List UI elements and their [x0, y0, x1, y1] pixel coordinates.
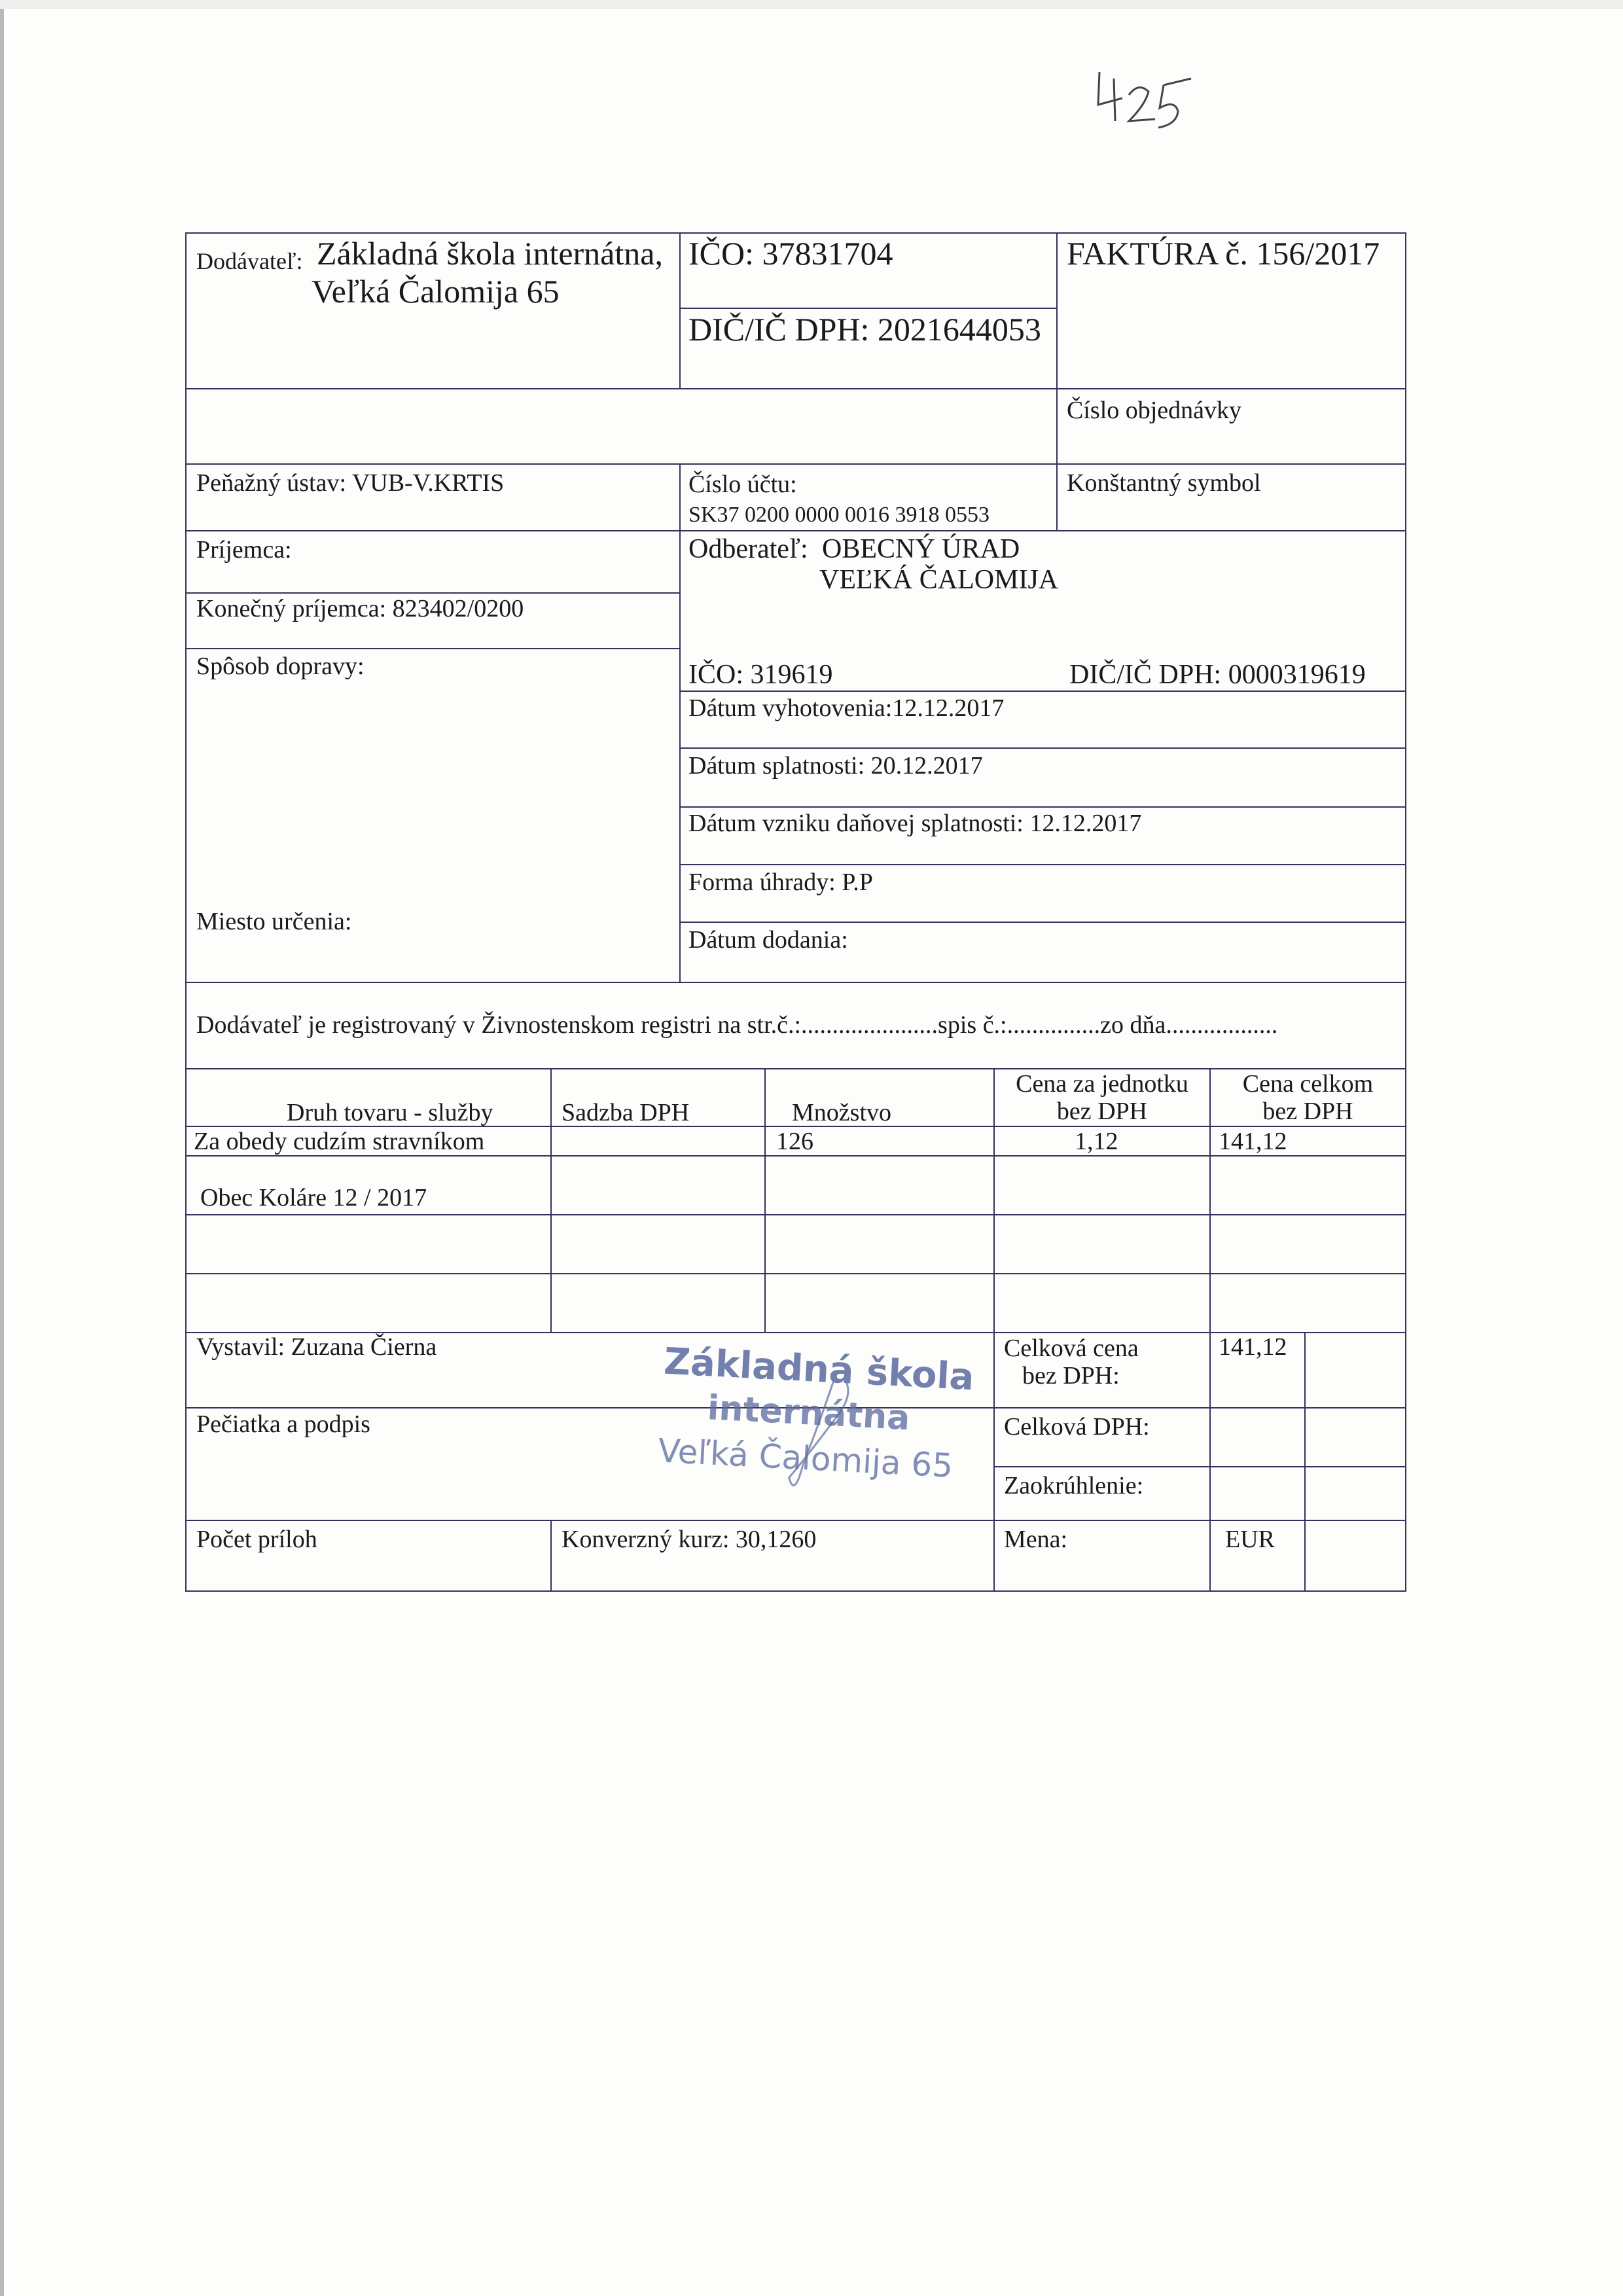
frame-top [185, 232, 1406, 234]
divider [185, 1273, 1406, 1274]
tax-date: Dátum vzniku daňovej splatnosti: 12.12.2017 [688, 810, 1142, 837]
company-stamp [651, 1340, 985, 1507]
destination-label: Miesto určenia: [196, 908, 352, 935]
registration-note: Dodávateľ je registrovaný v Živnostenskom registri na str.č.:......................spis č.:...............zo dňa.................. [196, 1011, 1278, 1039]
currency-value: EUR [1225, 1526, 1275, 1553]
divider [679, 864, 1406, 865]
divider [1209, 1068, 1211, 1590]
col-header-unit-price: Cena za jednotku [1016, 1070, 1188, 1098]
col-header-total: Cena celkom [1242, 1070, 1374, 1098]
col-header-item: Druh tovaru - služby [287, 1099, 493, 1126]
payment-form: Forma úhrady: P.P [688, 869, 873, 896]
divider [185, 530, 1406, 531]
stamp-line-1: Základná škola [662, 1340, 976, 1399]
divider [185, 388, 1406, 389]
rounding-label: Zaokrúhlenie: [1004, 1472, 1144, 1499]
supplier-name: Základná škola internátna, [317, 235, 663, 272]
divider [185, 592, 681, 594]
divider [185, 982, 1406, 983]
stamp-line-3: Veľká Čalomija 65 [656, 1431, 954, 1485]
col-header-total-sub: bez DPH [1262, 1098, 1353, 1125]
divider [679, 747, 1406, 749]
divider [185, 1520, 1406, 1521]
issued-by: Vystavil: Zuzana Čierna [196, 1333, 437, 1361]
customer-name: OBECNÝ ÚRAD [822, 534, 1020, 564]
customer-address: VEĽKÁ ČALOMIJA [819, 565, 1059, 595]
divider [679, 232, 681, 388]
bank-label: Peňažný ústav: VUB-V.KRTIS [196, 469, 505, 497]
order-number-label: Číslo objednávky [1067, 397, 1242, 424]
attachments-label: Počet príloh [196, 1526, 317, 1553]
transport-label: Spôsob dopravy: [196, 653, 365, 680]
divider [550, 1520, 552, 1590]
col-header-unit-price-sub: bez DPH [1056, 1098, 1148, 1125]
account-label: Číslo účtu: [688, 471, 797, 498]
recipient-label: Príjemca: [196, 536, 292, 564]
frame-bottom [185, 1590, 1406, 1592]
divider [1056, 232, 1058, 530]
divider [679, 308, 1058, 309]
stamp-signature-label: Pečiatka a podpis [196, 1410, 370, 1438]
table-row-item: Za obedy cudzím stravníkom [194, 1128, 485, 1155]
divider [185, 1214, 1406, 1215]
customer-dic: DIČ/IČ DPH: 0000319619 [1069, 660, 1366, 690]
divider [1304, 1332, 1306, 1590]
final-recipient: Konečný príjemca: 823402/0200 [196, 595, 524, 622]
frame-left [185, 232, 187, 1590]
divider [679, 691, 1406, 692]
scan-left-edge [0, 0, 4, 2296]
total-price-label-sub: bez DPH: [1022, 1362, 1120, 1390]
divider [679, 463, 681, 982]
table-row-quantity: 126 [776, 1128, 813, 1155]
customer-ico: IČO: 319619 [688, 660, 833, 690]
customer-label: Odberateľ: [688, 534, 808, 564]
exchange-rate: Konverzný kurz: 30,1260 [562, 1526, 817, 1553]
due-date: Dátum splatnosti: 20.12.2017 [688, 752, 983, 780]
scan-top-band [0, 0, 1623, 9]
divider [679, 806, 1406, 808]
divider [185, 648, 681, 649]
invoice-title: FAKTÚRA č. 156/2017 [1067, 235, 1380, 272]
divider [679, 922, 1406, 923]
supplier-ico: IČO: 37831704 [688, 235, 893, 272]
supplier-label: Dodávateľ: [196, 248, 303, 274]
col-header-quantity: Množstvo [792, 1099, 891, 1126]
signature-stroke [749, 1371, 886, 1509]
supplier-address: Veľká Čalomija 65 [312, 273, 560, 310]
divider [993, 1068, 995, 1590]
handwritten-page-number [1093, 59, 1198, 131]
delivery-date: Dátum dodania: [688, 926, 848, 954]
frame-right [1405, 232, 1406, 1590]
divider [550, 1068, 552, 1332]
divider [764, 1068, 766, 1332]
table-row-total: 141,12 [1219, 1128, 1287, 1155]
divider [185, 463, 1406, 465]
divider [993, 1407, 1406, 1408]
supplier-dic: DIČ/IČ DPH: 2021644053 [688, 311, 1041, 348]
stamp-line-2: internátna [706, 1388, 911, 1439]
account-number: SK37 0200 0000 0016 3918 0553 [688, 503, 990, 527]
currency-label: Mena: [1004, 1526, 1068, 1553]
table-row-item: Obec Koláre 12 / 2017 [200, 1184, 427, 1211]
col-header-vat-rate: Sadzba DPH [562, 1099, 690, 1126]
constant-symbol-label: Konštantný symbol [1067, 469, 1261, 497]
total-price-value: 141,12 [1219, 1333, 1287, 1361]
issue-date: Dátum vyhotovenia:12.12.2017 [688, 694, 1005, 722]
divider [993, 1466, 1406, 1467]
table-row-unit-price: 1,12 [1075, 1128, 1118, 1155]
total-price-label: Celková cena [1004, 1335, 1139, 1362]
total-vat-label: Celková DPH: [1004, 1413, 1150, 1441]
